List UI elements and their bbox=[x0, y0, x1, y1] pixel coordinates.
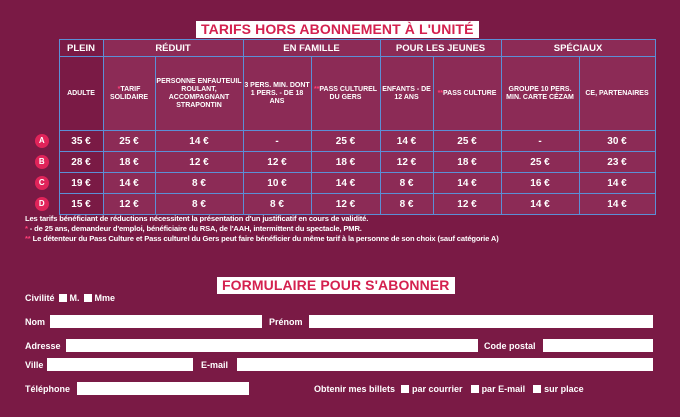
adresse-label: Adresse bbox=[25, 341, 61, 351]
nom-label: Nom bbox=[25, 317, 45, 327]
price-cell: 25 € bbox=[433, 131, 501, 152]
tarif-row bbox=[25, 131, 655, 152]
price-cell: 16 € bbox=[501, 173, 579, 194]
category-badge: C bbox=[35, 176, 49, 190]
sub-pass-culture: **PASS CULTURE bbox=[433, 57, 501, 131]
ville-field[interactable] bbox=[47, 358, 193, 371]
category-badge: B bbox=[35, 155, 49, 169]
tarif-row bbox=[25, 194, 655, 215]
category-cell bbox=[25, 194, 59, 215]
form-title: FORMULAIRE POUR S'ABONNER bbox=[217, 277, 455, 294]
group-famille: EN FAMILLE bbox=[243, 40, 380, 57]
sur-place-label: sur place bbox=[544, 384, 584, 394]
price-cell: 25 € bbox=[103, 131, 155, 152]
prenom-field[interactable] bbox=[309, 315, 653, 328]
price-cell: - bbox=[243, 131, 311, 152]
tarif-row bbox=[25, 173, 655, 194]
tarifs-title: TARIFS HORS ABONNEMENT À L'UNITÉ bbox=[196, 21, 479, 38]
sub-famille: 3 PERS. MIN. DONT 1 PERS. - DE 18 ANS bbox=[243, 57, 311, 131]
category-cell bbox=[25, 152, 59, 173]
price-cell: 8 € bbox=[155, 194, 243, 215]
sub-fauteuil: PERSONNE ENFAUTEUIL ROULANT, ACCOMPAGNANT STRAPONTIN bbox=[155, 57, 243, 131]
sub-adulte: ADULTE bbox=[59, 57, 103, 131]
civilite-row bbox=[25, 293, 115, 303]
sub-enfants: ENFANTS - DE 12 ANS bbox=[380, 57, 433, 131]
civilite-label: Civilité bbox=[25, 293, 55, 303]
price-cell: 14 € bbox=[155, 131, 243, 152]
tarif-rows bbox=[25, 131, 655, 215]
note-line-3: ** Le détenteur du Pass Culture et Pass culturel du Gers peut faire bénéficier du même tarif à la personne de son choix (sauf catégorie A) bbox=[25, 234, 499, 243]
price-cell: 30 € bbox=[579, 131, 655, 152]
mme-label: Mme bbox=[94, 293, 116, 303]
adresse-field[interactable] bbox=[66, 339, 478, 352]
tarifs-table bbox=[25, 39, 656, 215]
price-cell: 12 € bbox=[103, 194, 155, 215]
price-cell: 14 € bbox=[579, 194, 655, 215]
courrier-label: par courrier bbox=[412, 384, 463, 394]
category-badge: D bbox=[35, 197, 49, 211]
category-cell bbox=[25, 131, 59, 152]
category-badge: A bbox=[35, 134, 49, 148]
category-cell bbox=[25, 173, 59, 194]
email-checkbox[interactable] bbox=[471, 385, 479, 393]
group-jeunes: POUR LES JEUNES bbox=[380, 40, 501, 57]
group-speciaux: SPÉCIAUX bbox=[501, 40, 655, 57]
price-cell: 12 € bbox=[243, 152, 311, 173]
price-cell: 18 € bbox=[103, 152, 155, 173]
price-cell: 19 € bbox=[59, 173, 103, 194]
sur-place-checkbox[interactable] bbox=[533, 385, 541, 393]
tarif-notes bbox=[25, 214, 665, 244]
billets-label: Obtenir mes billets bbox=[314, 384, 396, 394]
price-cell: 14 € bbox=[433, 173, 501, 194]
nom-field[interactable] bbox=[50, 315, 262, 328]
mme-checkbox[interactable] bbox=[84, 294, 92, 302]
price-cell: 14 € bbox=[103, 173, 155, 194]
price-cell: 12 € bbox=[380, 152, 433, 173]
ville-label: Ville bbox=[25, 360, 44, 370]
price-cell: 12 € bbox=[311, 194, 380, 215]
m-label: M. bbox=[69, 293, 80, 303]
telephone-field[interactable] bbox=[77, 382, 249, 395]
price-cell: 15 € bbox=[59, 194, 103, 215]
note-line-1: Les tarifs bénéficiant de réductions nécessitent la présentation d'un justificatif en cours de validité. bbox=[25, 214, 369, 223]
sub-partenaires: CE, PARTENAIRES bbox=[579, 57, 655, 131]
price-cell: 23 € bbox=[579, 152, 655, 173]
price-cell: 14 € bbox=[311, 173, 380, 194]
sub-tarif-solidaire: *TARIF SOLIDAIRE bbox=[103, 57, 155, 131]
price-cell: - bbox=[501, 131, 579, 152]
note-line-2: * - de 25 ans, demandeur d'emploi, bénéficiaire du RSA, de l'AAH, intermittent du spectacle, PMR. bbox=[25, 224, 362, 233]
group-reduit: RÉDUIT bbox=[103, 40, 243, 57]
price-cell: 28 € bbox=[59, 152, 103, 173]
telephone-label: Téléphone bbox=[25, 384, 71, 394]
email-label: E-mail bbox=[201, 360, 229, 370]
prenom-label: Prénom bbox=[269, 317, 303, 327]
email-field[interactable] bbox=[237, 358, 653, 371]
corner-cell bbox=[25, 57, 59, 131]
m-checkbox[interactable] bbox=[59, 294, 67, 302]
price-cell: 25 € bbox=[311, 131, 380, 152]
corner-cell bbox=[25, 40, 59, 57]
code-postal-label: Code postal bbox=[484, 341, 536, 351]
price-cell: 18 € bbox=[433, 152, 501, 173]
price-cell: 8 € bbox=[243, 194, 311, 215]
email-option-label: par E-mail bbox=[481, 384, 526, 394]
price-cell: 35 € bbox=[59, 131, 103, 152]
price-cell: 12 € bbox=[155, 152, 243, 173]
price-cell: 8 € bbox=[155, 173, 243, 194]
courrier-checkbox[interactable] bbox=[401, 385, 409, 393]
price-cell: 14 € bbox=[380, 131, 433, 152]
price-cell: 10 € bbox=[243, 173, 311, 194]
billets-row bbox=[314, 384, 584, 394]
price-cell: 12 € bbox=[433, 194, 501, 215]
sub-pass-gers: **PASS CULTUREL DU GERS bbox=[311, 57, 380, 131]
price-cell: 14 € bbox=[579, 173, 655, 194]
price-cell: 8 € bbox=[380, 173, 433, 194]
price-cell: 25 € bbox=[501, 152, 579, 173]
code-postal-field[interactable] bbox=[543, 339, 653, 352]
price-cell: 14 € bbox=[501, 194, 579, 215]
sub-groupe: GROUPE 10 PERS. MIN. CARTE CÉZAM bbox=[501, 57, 579, 131]
price-cell: 18 € bbox=[311, 152, 380, 173]
group-plein: PLEIN bbox=[59, 40, 103, 57]
price-cell: 8 € bbox=[380, 194, 433, 215]
tarif-row bbox=[25, 152, 655, 173]
